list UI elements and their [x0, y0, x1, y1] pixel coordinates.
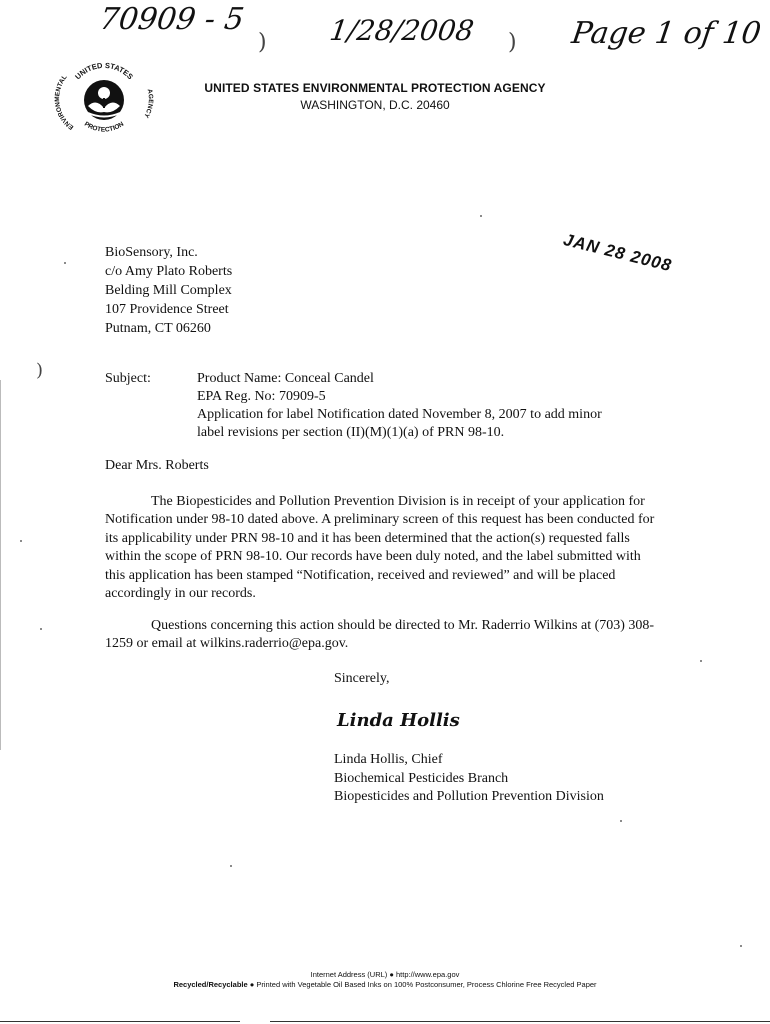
address-line: Belding Mill Complex — [105, 283, 232, 298]
svg-text:AGENCY — [142, 88, 154, 119]
signatory-line: Linda Hollis, Chief — [334, 752, 443, 767]
agency-name: UNITED STATES ENVIRONMENTAL PROTECTION AGENCY — [204, 81, 546, 95]
handwritten-mark: ) — [258, 30, 267, 55]
subject-line: label revisions per section (II)(M)(1)(a) of PRN 98-10. — [197, 425, 505, 440]
seal-text-right: AGENCY — [142, 88, 154, 119]
epa-seal-logo — [54, 50, 154, 150]
svg-text:ENVIRONMENTAL — [54, 74, 75, 131]
received-date-stamp: JAN 28 2008 — [561, 230, 674, 276]
signatory-line: Biochemical Pesticides Branch — [334, 770, 509, 786]
closing: Sincerely, — [334, 671, 390, 686]
footer-url-line: Internet Address (URL) ● http://www.epa.gov — [310, 970, 460, 979]
scan-edge-line — [270, 1021, 770, 1022]
address-line: c/o Amy Plato Roberts — [105, 264, 233, 279]
handwritten-mark: ) — [508, 30, 517, 55]
subject-line: Application for label Notification dated November 8, 2007 to add minor — [197, 407, 602, 422]
footer-printing-note: ● Printed with Vegetable Oil Based Inks on 100% Postconsumer, Process Chlorine Free Recycled Paper — [249, 980, 597, 989]
signatory-line: Biopesticides and Pollution Prevention Division — [334, 789, 604, 804]
scan-speck — [740, 945, 742, 947]
svg-text:UNITED STATES — [73, 61, 135, 81]
scan-speck — [700, 660, 702, 662]
subject-line: Product Name: Conceal Candel — [197, 371, 374, 386]
subject-label: Subject: — [105, 371, 151, 386]
handwritten-signature: Linda Hollis — [337, 710, 460, 731]
scan-speck — [20, 540, 22, 542]
body-paragraph: Questions concerning this action should be directed to Mr. Raderrio Wilkins at (703) 308-1259 or email at wilkins.raderrio@epa.gov. — [105, 618, 655, 652]
footer-recycling-line — [0, 980, 770, 989]
handwritten-page-number: Page 1 of 10 — [569, 16, 764, 51]
scan-artifact: ) — [36, 360, 44, 381]
scan-speck — [230, 865, 232, 867]
signature-block — [334, 751, 604, 807]
salutation: Dear Mrs. Roberts — [105, 458, 209, 473]
address-line: BioSensory, Inc. — [105, 245, 198, 260]
body-paragraph: The Biopesticides and Pollution Prevention Division is in receipt of your application for Notification under 98-10 dated above. A preliminary screen of this request has been conducted for its applicability under PRN 98-10 and it has been determined that the action(s) requested falls within the scope of PRN 98-10. Our records have been duly noted, and the label submitted with this application has been stamped “Notification, received and reviewed” and will be placed accordingly in our records. — [105, 494, 655, 602]
handwritten-registration-number: 70909 - 5 — [97, 2, 247, 37]
seal-text-bottom: PROTECTION — [82, 120, 126, 134]
recipient-address — [105, 243, 232, 338]
address-line: Putnam, CT 06260 — [105, 321, 211, 336]
footer-recycled-label: Recycled/Recyclable — [173, 980, 248, 989]
scan-edge-line — [0, 1021, 240, 1022]
letterhead — [195, 80, 555, 114]
seal-text-top: UNITED STATES — [73, 60, 135, 82]
svg-text:PROTECTION — [83, 121, 125, 134]
scan-edge-line — [0, 380, 1, 750]
subject-line: EPA Reg. No: 70909-5 — [197, 389, 326, 404]
agency-location: WASHINGTON, D.C. 20460 — [300, 98, 450, 112]
address-line: 107 Providence Street — [105, 302, 229, 317]
handwritten-date: 1/28/2008 — [327, 14, 476, 47]
seal-text-left: ENVIRONMENTAL — [54, 73, 76, 131]
scan-speck — [40, 628, 42, 630]
scan-speck — [64, 262, 66, 264]
scan-speck — [620, 820, 622, 822]
scan-speck — [480, 215, 482, 217]
